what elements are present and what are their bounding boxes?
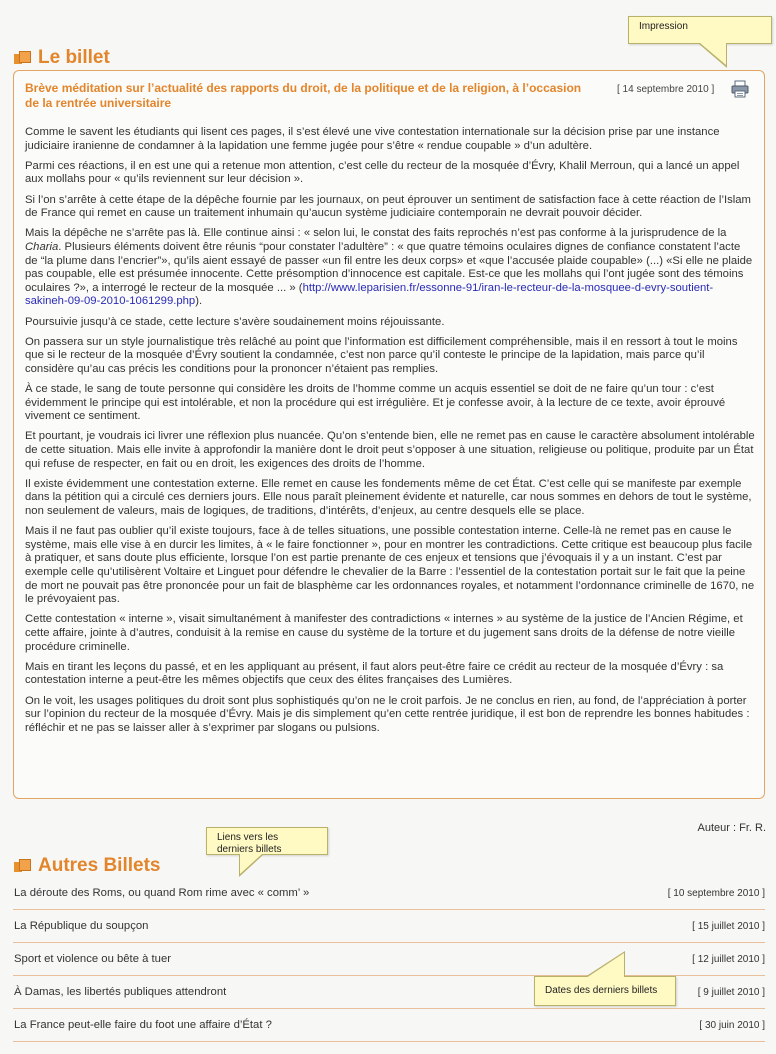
dates-tooltip-text: Dates des derniers billets bbox=[545, 985, 658, 996]
article-paragraph: Cette contestation « interne », visait simultanément à manifester des contradictions « internes » au système de la justice de l’Ancien Régime, et cette affaire, jointe à d’autres, conduisit à la remise en cause du système de la torture et du jugement sans droits de la défense de notre vieille procédure criminelle. bbox=[25, 613, 743, 653]
post-date: [ 15 juillet 2010 ] bbox=[692, 920, 765, 932]
section-title-billet: Le billet bbox=[38, 47, 110, 68]
folder-icon bbox=[14, 51, 32, 65]
article-paragraph: Si l’on s’arrête à cette étape de la dépêche fournie par les journaux, on peut éprouver un sentiment de satisfaction face à cette réaction de l’Islam de France qui remet en cause un traitement inhumain qu’aucun système judiciaire contemporain ne devrait pouvoir décider. bbox=[25, 193, 751, 220]
author-line: Auteur : Fr. R. bbox=[697, 822, 766, 834]
dates-tooltip bbox=[534, 976, 676, 1006]
list-item[interactable] bbox=[13, 943, 765, 976]
section-title-autres: Autres Billets bbox=[38, 855, 161, 876]
article-paragraph: Parmi ces réactions, il en est une qui a retenue mon attention, c’est celle du recteur de la mosquée d’Évry, Khalil Merroun, qui a lancé un appel aux mollahs pour « qu’ils reviennent sur leur décision ». bbox=[25, 159, 740, 186]
article-paragraph: Mais la dépêche ne s’arrête pas là. Elle continue ainsi : « selon lui, le constat des faits reprochés n’est pas conforme à la jurisprudence de la Charia. Plusieurs éléments doivent être réunis “pour constater l’adultère” : « que quatre témoins oculaires dignes de confiance constatent l’acte de “la plume dans l’encrier”», qu’ils aient essayé de passer «un fil entre les deux corps» et «que l’accusée plaide coupable» (...) «Si elle ne plaide pas coupable, elle est présumée innocente. Cette présomption d’innocence est capitale. Est-ce que les mollahs qui l’ont jugée sont des témoins oculaires ?», a interrogé le recteur de la mosquée ... » (http://www.leparisien.fr/essonne-91/iran-le-recteur-de-la-mosquee-d-evry-soutient-sakineh-09-09-2010-1061299.php). bbox=[25, 227, 753, 308]
post-link[interactable]: Sport et violence ou bête à tuer bbox=[14, 953, 172, 965]
article-paragraph: À ce stade, le sang de toute personne qui considère les droits de l’homme comme un acquis essentiel se doit de ne faire qu’un tour : c’est évidemment le principe qui est intolérable, et non la procédure qui est irrégulière. Et je confesse avoir, à la lecture de ce texte, avoir éprouvé vivement ce sentiment. bbox=[25, 383, 726, 423]
folder-icon bbox=[14, 859, 32, 873]
post-date: [ 10 septembre 2010 ] bbox=[667, 887, 765, 899]
post-link[interactable]: La République du soupçon bbox=[14, 920, 149, 932]
article-paragraph: Mais il ne faut pas oublier qu’il existe toujours, face à de telles situations, une possible contestation interne. Celle-là ne remet pas en cause le système, mais elle vise à en durcir les limites, à « le faire fonctionner », pour en montrer les contradictions. Cette critique est beaucoup plus facile à pratiquer, et sans doute plus efficiente, lorsque l’on est partie prenante de ces enjeux et tensions que j’évoquais il y a un instant. C’est par exemple celle qu’utilisèrent Voltaire et Linguet pour défendre le chevalier de la Barre : l’essentiel de la contestation portait sur le fait que la peine de mort ne pouvait pas être prononcée pour un fait de blasphème car les ordonnances royales, et notamment l’ordonnance criminelle de 1670, ne le prévoyaient pas. bbox=[25, 525, 755, 606]
article-paragraph: Et pourtant, je voudrais ici livrer une réflexion plus nuancée. Qu’on s’entende bien, elle ne remet pas en cause le caractère absolument intolérable de cette situation. Mais elle invite à approfondir la manière dont le droit peut s’opposer à une situation, religieuse ou politique, produite par un État qui refuse de respecter, en fait ou en droit, les exigences des droits de l’homme. bbox=[25, 430, 755, 470]
impression-tooltip bbox=[628, 16, 772, 44]
printer-icon[interactable] bbox=[731, 80, 749, 98]
post-link[interactable]: À Damas, les libertés publiques attendront bbox=[14, 986, 227, 998]
links-tooltip bbox=[206, 827, 328, 855]
source-link[interactable]: http://www.leparisien.fr/essonne-91/iran-le-recteur-de-la-mosquee-d-evry-soutient-sakineh-09-09-2010-1061299.php bbox=[25, 281, 714, 308]
article-paragraph: Poursuivie jusqu’à ce stade, cette lecture s’avère soudainement moins réjouissante. bbox=[25, 315, 445, 328]
article-body bbox=[25, 126, 755, 742]
article-paragraph: Comme le savent les étudiants qui lisent ces pages, il s’est élevé une vive contestation internationale sur la décision prise par une instance judiciaire iranienne de condamner à la lapidation une femme jugée pour s’être « rendue coupable » d’un adultère. bbox=[25, 126, 720, 152]
list-item[interactable] bbox=[13, 910, 765, 943]
article-paragraph: Mais en tirant les leçons du passé, et en les appliquant au présent, il faut alors peut-être faire ce crédit au recteur de la mosquée d’Évry : sa contestation interne a peut-être les mêmes objectifs que ceux des élites françaises des Lumières. bbox=[25, 660, 724, 687]
article-paragraph: On le voit, les usages politiques du droit sont plus sophistiqués qu’on ne le croit parfois. Je ne conclus en rien, au fond, de l’appréciation à porter sur l’opinion du recteur de la mosquée d’Évry. Mais je dis simplement qu’en cette rentrée juridique, il est bon de reprendre les bonnes habitudes : réfléchir et ne pas se laisser aller à s’exprimer par slogans ou pulsions. bbox=[25, 694, 750, 734]
post-link[interactable]: La France peut-elle faire du foot une affaire d’État ? bbox=[14, 1019, 272, 1031]
list-item[interactable] bbox=[13, 877, 765, 910]
list-item[interactable] bbox=[13, 1009, 765, 1042]
article-paragraph: On passera sur un style journalistique très relâché au point que l’information est difficilement compréhensible, mais il en ressort à tout le moins que si le recteur de la mosquée d’Évry soutient la condamnée, c’est non parce qu’il conteste le principe de la lapidation, mais parce qu’il considère qu’au cas précis les conditions pour la prononcer n’étaient pas remplies. bbox=[25, 335, 738, 375]
article-title: Brève méditation sur l’actualité des rapports du droit, de la politique et de la religion, à l’occasion de la rentrée universitaire bbox=[25, 81, 582, 110]
article-date: [ 14 septembre 2010 ] bbox=[617, 84, 715, 95]
article-paragraph: Il existe évidemment une contestation externe. Elle remet en cause les fondements même de cet État. C’est celle qui se manifeste par exemple dans la pétition qui a circulé ces derniers jours. Elle nous paraît pleinement évidente et naturelle, car nous sommes en dehors de tout le système, non seulement de valeurs, mais de logiques, de traditions, d’intérêts, d’enjeux, au centre desquels elle se place. bbox=[25, 477, 752, 517]
article-box bbox=[13, 70, 765, 799]
section-header-billet bbox=[14, 47, 110, 69]
post-date: [ 9 juillet 2010 ] bbox=[697, 986, 765, 998]
links-tooltip-text: Liens vers les derniers billets bbox=[217, 832, 282, 855]
post-link[interactable]: La déroute des Roms, ou quand Rom rime avec « comm’ » bbox=[14, 887, 310, 899]
impression-tooltip-text: Impression bbox=[639, 21, 688, 32]
post-date: [ 12 juillet 2010 ] bbox=[692, 953, 765, 965]
post-date: [ 30 juin 2010 ] bbox=[699, 1019, 765, 1031]
charia-term: Charia bbox=[25, 240, 59, 253]
other-posts-list bbox=[13, 877, 765, 1042]
section-header-autres bbox=[14, 855, 160, 877]
